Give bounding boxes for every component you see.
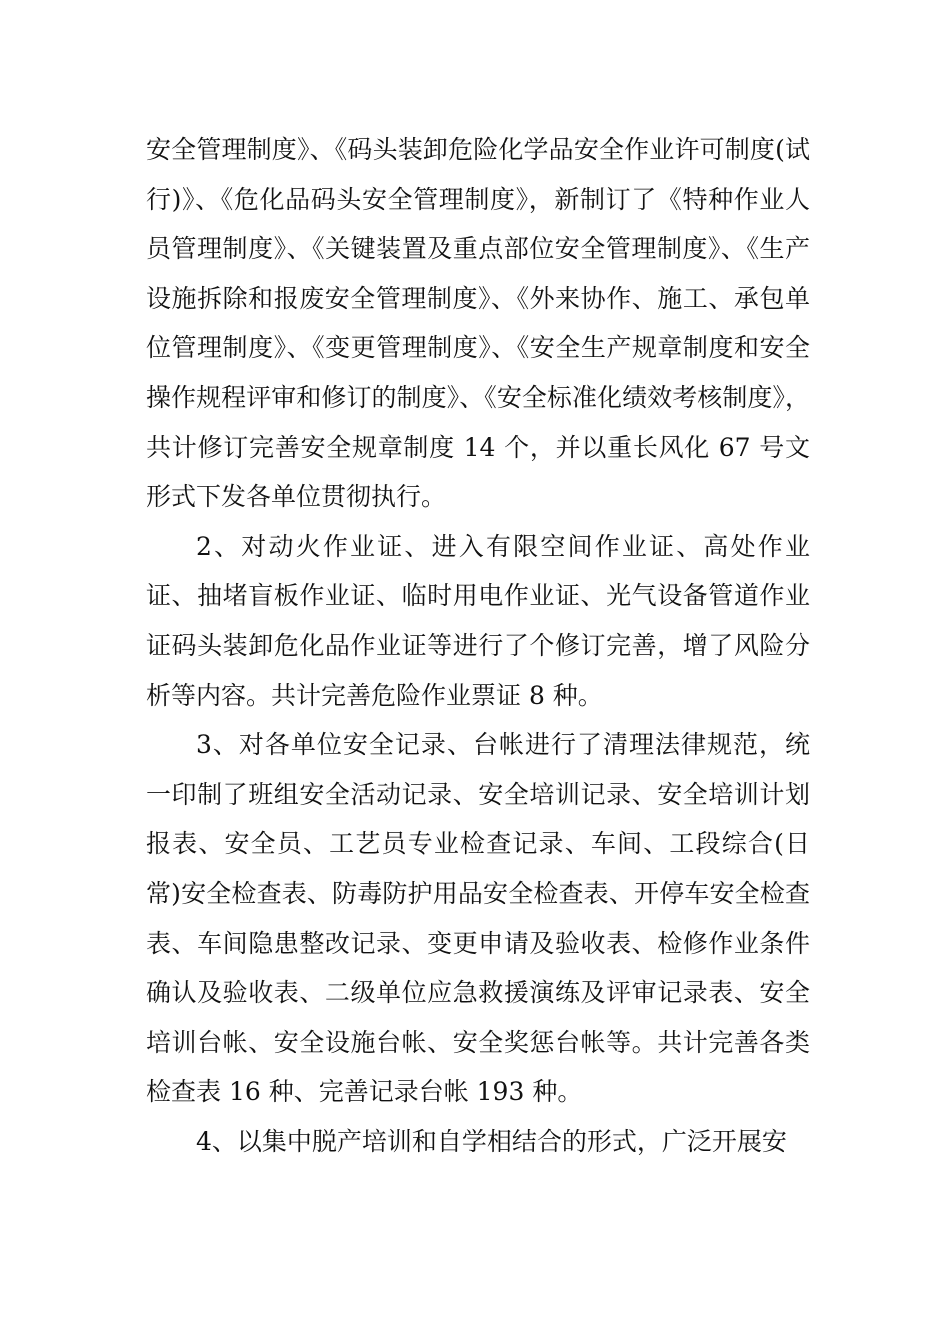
paragraph-continued: 安全管理制度》、《码头装卸危险化学品安全作业许可制度(试行)》、《危化品码头安全管理制度》，新制订了《特种作业人员管理制度》、《关键装置及重点部位安全管理制度》、《生产设施拆除和报废安全管理制度》、《外来协作、施工、承包单位管理制度》、《变更管理制度》、《安全生产规章制度和安全操作规程评审和修订的制度》、《安全标准化绩效考核制度》，共计修订完善安全规章制度 14 个，并以重长风化 67 号文形式下发各单位贯彻执行。 xyxy=(146,135,810,512)
paragraph-3: 3、对各单位安全记录、台帐进行了清理法律规范，统一印制了班组安全活动记录、安全培训记录、安全培训计划报表、安全员、工艺员专业检查记录、车间、工段综合(日常)安全检查表、防毒防护用品安全检查表、开停车安全检查表、车间隐患整改记录、变更申请及验收表、检修作业条件确认及验收表、二级单位应急救援演练及评审记录表、安全培训台帐、安全设施台帐、安全奖惩台帐等。共计完善各类检查表 16 种、完善记录台帐 193 种。 xyxy=(146,730,810,1107)
paragraph-2: 2、对动火作业证、进入有限空间作业证、高处作业证、抽堵盲板作业证、临时用电作业证、光气设备管道作业证码头装卸危化品作业证等进行了个修订完善，增了风险分析等内容。共计完善危险作业票证 8 种。 xyxy=(146,531,810,710)
paragraph-4: 4、以集中脱产培训和自学相结合的形式，广泛开展安 xyxy=(196,1126,787,1156)
document-body xyxy=(146,125,810,1166)
